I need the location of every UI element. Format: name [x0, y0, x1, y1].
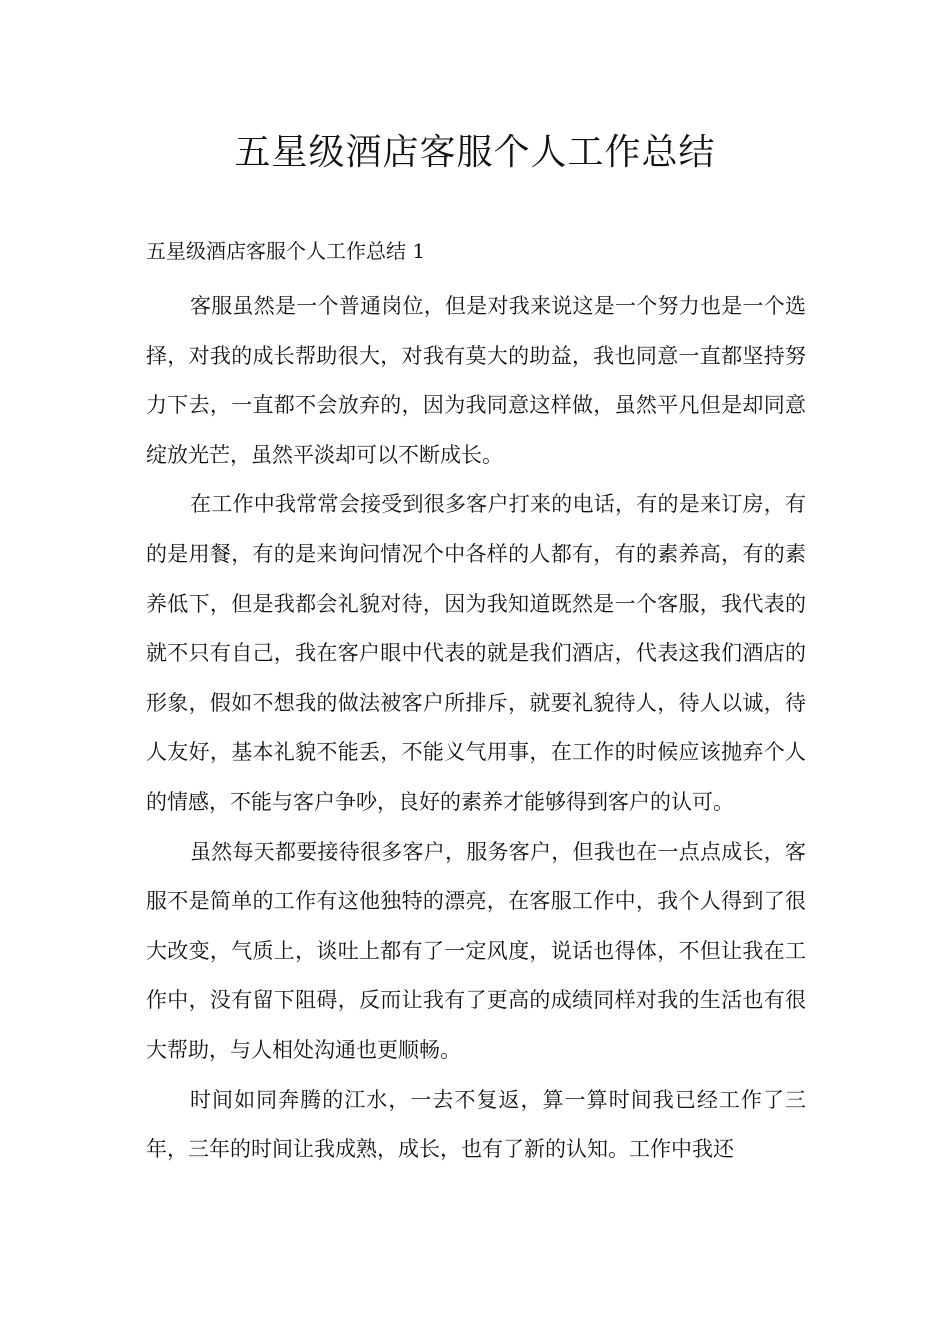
document-title: 五星级酒店客服个人工作总结	[234, 132, 716, 173]
paragraph: 时间如同奔腾的江水，一去不复返，算一算时间我已经工作了三年，三年的时间让我成熟，成长，也有了新的认知。工作中我还	[146, 1087, 806, 1162]
paragraph: 虽然每天都要接待很多客户，服务客户，但我也在一点点成长，客服不是简单的工作有这他独特的漂亮，在客服工作中，我个人得到了很大改变，气质上，谈吐上都有了一定风度，说话也得体，不但让我在工作中，没有留下阻碍，反而让我有了更高的成绩同样对我的生活也有很大帮助，与人相处沟通也更顺畅。	[146, 839, 806, 1062]
body-text	[146, 282, 806, 1175]
section-heading: 五星级酒店客服个人工作总结 1	[146, 239, 426, 263]
paragraph: 客服虽然是一个普通岗位，但是对我来说这是一个努力也是一个选择，对我的成长帮助很大，对我有莫大的助益，我也同意一直都坚持努力下去，一直都不会放弃的，因为我同意这样做，虽然平凡但是却同意绽放光芒，虽然平淡却可以不断成长。	[146, 294, 806, 467]
paragraph: 在工作中我常常会接受到很多客户打来的电话，有的是来订房，有的是用餐，有的是来询问情况个中各样的人都有，有的素养高，有的素养低下，但是我都会礼貌对待，因为我知道既然是一个客服，我代表的就不只有自己，我在客户眼中代表的就是我们酒店，代表这我们酒店的形象，假如不想我的做法被客户所排斥，就要礼貌待人，待人以诚，待人友好，基本礼貌不能丢，不能义气用事，在工作的时候应该抛弃个人的情感，不能与客户争吵，良好的素养才能够得到客户的认可。	[146, 492, 806, 814]
